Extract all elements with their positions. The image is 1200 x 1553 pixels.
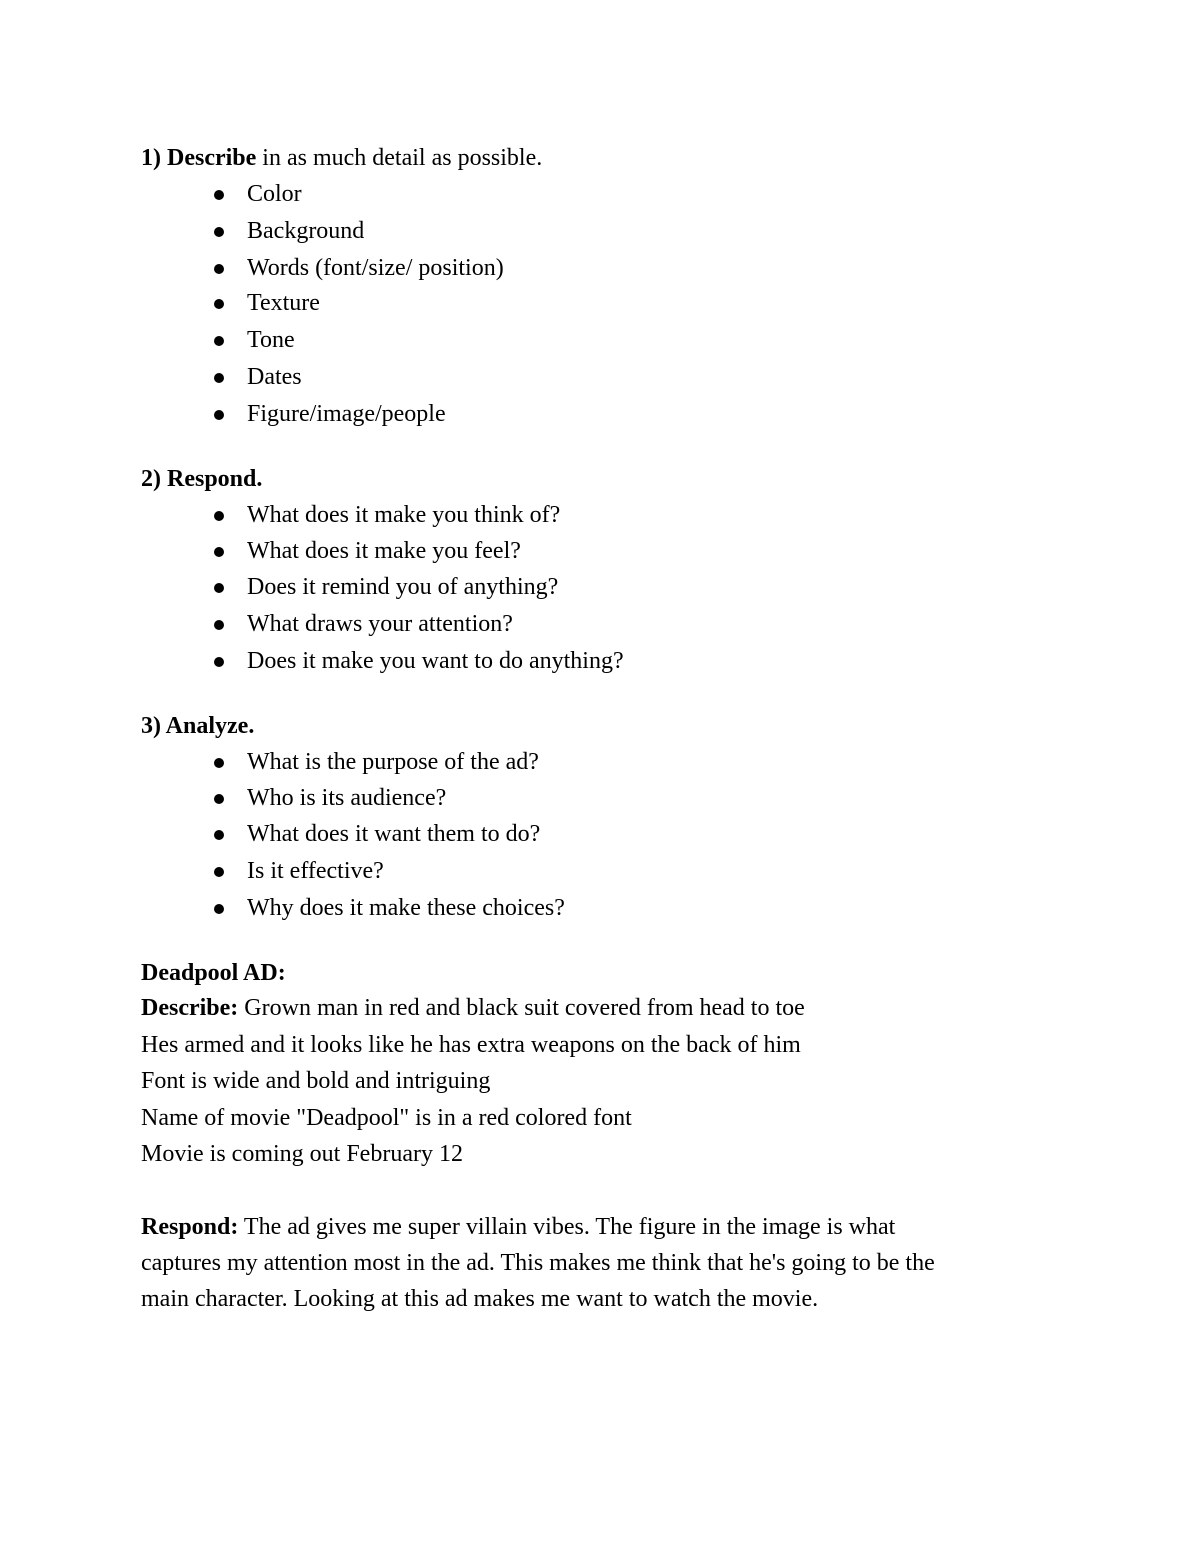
bullet-icon [214,620,224,630]
list-item-text: What does it make you think of? [247,502,561,528]
bullet-icon [214,336,224,346]
list-item-text: What does it want them to do? [247,821,541,847]
bullet-icon [214,794,224,804]
list-item-text: Who is its audience? [247,785,447,811]
deadpool-respond-line: main character. Looking at this ad makes me want to watch the movie. [141,1286,819,1312]
list-item-text: Dates [247,364,302,390]
list-item-text: What draws your attention? [247,611,513,637]
section-1-heading [141,140,542,176]
bullet-icon [214,657,224,667]
bullet-icon [214,547,224,557]
bullet-icon [214,867,224,877]
bullet-icon [214,299,224,309]
deadpool-describe-line: Name of movie "Deadpool" is in a red colored font [141,1105,632,1131]
list-item-text: Words (font/size/ position) [247,255,504,281]
list-item-text: Color [247,181,302,207]
section-2-heading [141,461,262,497]
bullet-icon [214,583,224,593]
describe-text: Grown man in red and black suit covered from head to toe [238,995,805,1021]
list-item-text: Why does it make these choices? [247,895,565,921]
section-1-heading-bold: 1) Describe [141,145,257,171]
bullet-icon [214,410,224,420]
deadpool-respond-line: captures my attention most in the ad. This makes me think that he's going to be the [141,1250,935,1276]
list-item-text: Does it make you want to do anything? [247,648,624,674]
describe-label: Describe: [141,995,239,1021]
bullet-icon [214,227,224,237]
list-item-text: Figure/image/people [247,401,446,427]
deadpool-describe-line: Font is wide and bold and intriguing [141,1068,491,1094]
section-2-heading-bold: 2) Respond. [141,466,263,492]
list-item-text: What is the purpose of the ad? [247,749,539,775]
section-3-heading-bold: 3) Analyze. [141,713,255,739]
bullet-icon [214,904,224,914]
deadpool-describe-line [141,990,805,1026]
bullet-icon [214,830,224,840]
section-1-heading-rest: in as much detail as possible. [256,145,543,171]
respond-label: Respond: [141,1214,239,1240]
bullet-icon [214,190,224,200]
bullet-icon [214,264,224,274]
deadpool-describe-line: Hes armed and it looks like he has extra weapons on the back of him [141,1032,801,1058]
bullet-icon [214,373,224,383]
deadpool-respond-line [141,1209,895,1245]
list-item-text: What does it make you feel? [247,538,521,564]
list-item-text: Is it effective? [247,858,384,884]
list-item-text: Tone [247,327,295,353]
list-item-text: Background [247,218,365,244]
deadpool-title: Deadpool AD: [141,960,286,986]
bullet-icon [214,758,224,768]
respond-text: The ad gives me super villain vibes. The figure in the image is what [238,1214,896,1240]
section-3-heading [141,708,254,744]
list-item-text: Texture [247,290,320,316]
list-item-text: Does it remind you of anything? [247,574,559,600]
deadpool-describe-line: Movie is coming out February 12 [141,1141,463,1167]
bullet-icon [214,511,224,521]
